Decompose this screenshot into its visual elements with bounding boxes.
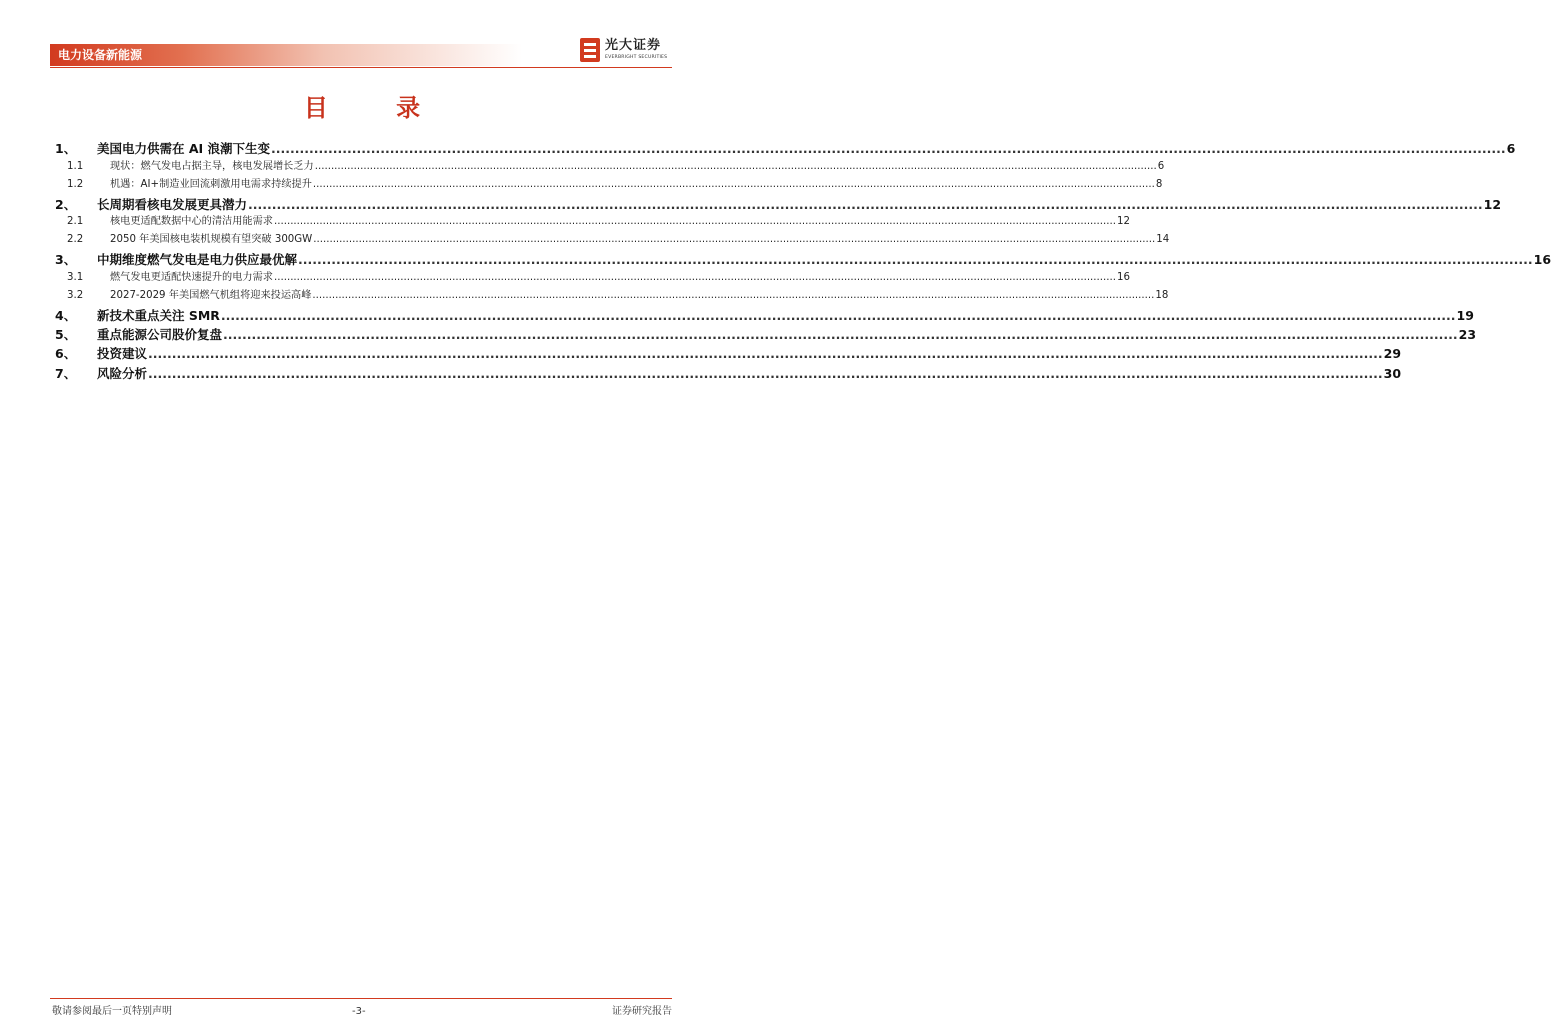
toc-entry-title[interactable]: 核电更适配数据中心的清洁用能需求: [110, 216, 273, 227]
toc-entry-page: 18: [1155, 290, 1169, 301]
toc-entry-line: [110, 288, 1169, 303]
toc-entry-title[interactable]: 投资建议: [97, 346, 148, 361]
toc-entry-page: 6: [1506, 141, 1516, 156]
toc-entry-title[interactable]: 新技术重点关注 SMR: [97, 308, 220, 323]
toc-entry-title[interactable]: 现状：燃气发电占据主导，核电发展增长乏力: [110, 161, 314, 172]
footer-report-type: 证券研究报告: [612, 1006, 672, 1017]
toc-entry-number: 2.1: [67, 216, 84, 227]
toc-entry[interactable]: [55, 270, 1130, 286]
toc-entry[interactable]: [55, 196, 1502, 214]
toc-entry[interactable]: [55, 159, 1165, 175]
toc-leader-dots: ....................................................................................................................................................................................................................................................................: [312, 179, 1155, 190]
toc-entry[interactable]: [55, 140, 1516, 158]
toc-entry-title[interactable]: 风险分析: [97, 366, 148, 381]
header-rule: [50, 67, 672, 68]
toc-entry-number: 3.1: [67, 272, 84, 283]
toc-entry-number: 4、: [55, 308, 77, 323]
toc-entry-number: 7、: [55, 366, 77, 381]
toc-entry-number: 2.2: [67, 234, 84, 245]
toc-entry-page: 16: [1116, 272, 1130, 283]
toc-entry-line: [97, 326, 1477, 343]
toc-entry-line: [97, 140, 1516, 157]
toc-entry-title[interactable]: 中期维度燃气发电是电力供应最优解: [97, 252, 298, 267]
footer-page-number: -3-: [352, 1006, 366, 1017]
toc-entry-page: 23: [1458, 327, 1477, 342]
toc-entry-page: 14: [1156, 234, 1170, 245]
toc-entry-title[interactable]: 重点能源公司股价复盘: [97, 327, 223, 342]
toc-leader-dots: ....................................................................................................................................................................................................................................................................: [298, 252, 1533, 267]
toc-entry-page: 30: [1383, 366, 1402, 381]
toc-leader-dots: ....................................................................................................................................................................................................................................................................: [148, 366, 1383, 381]
company-logo: [580, 36, 676, 66]
toc-entry-line: [97, 345, 1402, 362]
toc-entry-line: [110, 270, 1130, 285]
toc-title: 目 录: [303, 94, 451, 122]
toc-entry-number: 3.2: [67, 290, 84, 301]
toc-entry-line: [110, 177, 1163, 192]
toc-entry-title[interactable]: 2027-2029 年美国燃气机组将迎来投运高峰: [110, 290, 312, 301]
toc-entry-title[interactable]: 2050 年美国核电装机规模有望突破 300GW: [110, 234, 313, 245]
toc-entry-page: 12: [1483, 197, 1502, 212]
toc-entry[interactable]: [55, 307, 1474, 325]
toc-leader-dots: ....................................................................................................................................................................................................................................................................: [248, 197, 1483, 212]
toc-entry-number: 1.2: [67, 179, 84, 190]
toc-entry-title[interactable]: 长周期看核电发展更具潜力: [97, 197, 248, 212]
toc-entry-page: 19: [1456, 308, 1474, 323]
toc-entry-line: [97, 307, 1474, 324]
toc-entry[interactable]: [55, 214, 1130, 230]
toc-entry[interactable]: [55, 326, 1477, 344]
toc-entry-number: 1.1: [67, 161, 84, 172]
toc-leader-dots: ....................................................................................................................................................................................................................................................................: [274, 272, 1116, 283]
toc-entry-line: [97, 365, 1402, 382]
header-category: 电力设备新能源: [58, 48, 143, 62]
logo-cn: 光大证券: [605, 38, 662, 53]
toc-entry-number: 5、: [55, 327, 77, 342]
toc-entry-title[interactable]: 机遇：AI+制造业回流刺激用电需求持续提升: [110, 179, 312, 190]
toc-entry-line: [110, 232, 1170, 247]
toc-entry-page: 29: [1383, 346, 1402, 361]
toc-entry-number: 6、: [55, 346, 77, 361]
toc-leader-dots: ....................................................................................................................................................................................................................................................................: [314, 161, 1157, 172]
toc-entry-number: 1、: [55, 141, 77, 156]
toc-entry-page: 12: [1116, 216, 1130, 227]
footer-rule: [50, 998, 672, 999]
toc-leader-dots: ....................................................................................................................................................................................................................................................................: [271, 141, 1506, 156]
toc-entry-title[interactable]: 美国电力供需在 AI 浪潮下生变: [97, 141, 271, 156]
toc-leader-dots: ....................................................................................................................................................................................................................................................................: [312, 290, 1155, 301]
toc-leader-dots: ....................................................................................................................................................................................................................................................................: [274, 216, 1116, 227]
toc-entry[interactable]: [55, 365, 1402, 383]
footer-disclaimer: 敬请参阅最后一页特别声明: [52, 1006, 172, 1017]
toc-entry-line: [97, 251, 1551, 268]
toc-entry-page: 8: [1155, 179, 1163, 190]
toc-leader-dots: ....................................................................................................................................................................................................................................................................: [313, 234, 1156, 245]
toc-entry-number: 2、: [55, 197, 77, 212]
toc-entry-page: 16: [1533, 252, 1551, 267]
toc-entry-line: [110, 159, 1165, 174]
toc-leader-dots: ....................................................................................................................................................................................................................................................................: [148, 346, 1383, 361]
toc-entry-line: [110, 214, 1130, 229]
toc-entry-page: 6: [1157, 161, 1165, 172]
toc-leader-dots: ....................................................................................................................................................................................................................................................................: [223, 327, 1458, 342]
toc-entry-title[interactable]: 燃气发电更适配快速提升的电力需求: [110, 272, 273, 283]
toc-entry-line: [97, 196, 1502, 213]
toc-entry[interactable]: [55, 232, 1170, 248]
toc-entry[interactable]: [55, 177, 1163, 193]
logo-mark-icon: [580, 38, 600, 62]
logo-en: EVERBRIGHT SECURITIES: [605, 55, 668, 60]
toc-entry[interactable]: [55, 345, 1402, 363]
toc-entry[interactable]: [55, 251, 1551, 269]
toc-entry-number: 3、: [55, 252, 77, 267]
toc-leader-dots: ....................................................................................................................................................................................................................................................................: [220, 308, 1456, 323]
toc-entry[interactable]: [55, 288, 1169, 304]
